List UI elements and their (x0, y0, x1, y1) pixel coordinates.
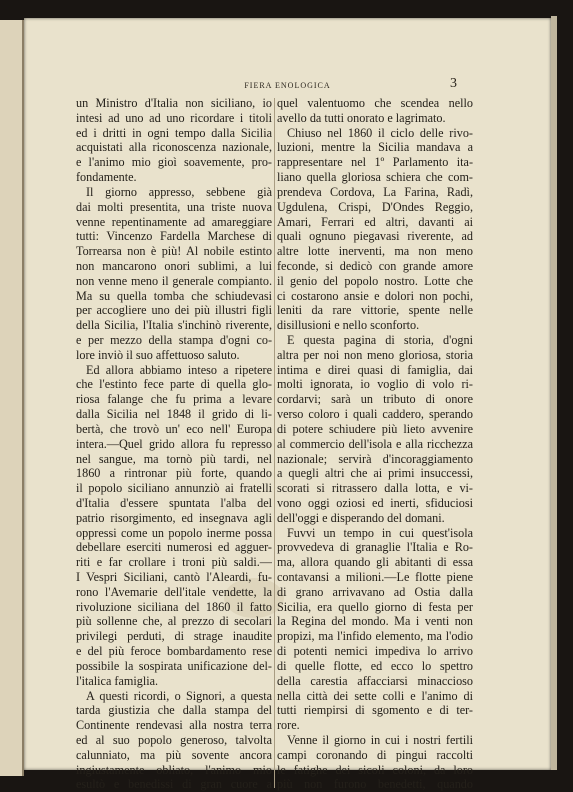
text-line: le fatighe dei sicoli coloni, da loro (277, 762, 473, 777)
text-line: non mancarono onori sublimi, a lui (76, 258, 272, 273)
text-line: privilegi perduti, di strage inaudite (76, 629, 272, 644)
text-line: al commercio dell'isola e alla ricchezza (277, 436, 473, 451)
text-line: a quegli altri che ai primi insuccessi, (277, 466, 473, 481)
text-line: dalla Sicilia nel 1848 il grido di li- (76, 407, 272, 422)
text-line: e del più feroce bombardamento rese (76, 644, 272, 659)
left-text-column (76, 96, 272, 792)
text-line: rivoluzione siciliana del 1860 il fatto (76, 599, 272, 614)
text-line: acquistati alla riconoscenza nazionale, (76, 140, 272, 155)
text-line: il popolo siciliano annunziò ai fratelli (76, 481, 272, 496)
text-line: rappresentare nel 1º Parlamento ita- (277, 155, 473, 170)
text-line: Sicilia, era quello giorno di festa per (277, 599, 473, 614)
column-divider (274, 98, 275, 788)
text-line: fondamente. (76, 170, 137, 185)
text-line: nella città dei sette colli e l'animo di (277, 688, 473, 703)
text-line: Ma su quella tomba che schiudevasi (76, 288, 272, 303)
text-line: disillusioni e nello sconforto. (277, 318, 420, 333)
text-line: di potenti nemici impediva lo arrivo (277, 644, 473, 659)
text-line: della Sicilia, l'Italia s'inchinò riverente, (76, 318, 272, 333)
text-line: venne repentinamente ad amareggiare (76, 214, 272, 229)
text-line: A questi ricordi, o Signori, a questa (86, 688, 272, 703)
text-line: I Vespri Siciliani, cantò l'Aleardi, fu- (76, 570, 272, 584)
text-line: rono l'Avemarie dell'itale vendette, la (76, 584, 272, 599)
text-line: il genio del popolo nostro. Lotte che (277, 273, 473, 288)
running-head (24, 78, 551, 94)
text-line: 1860 a rintronar più forte, quando (76, 466, 272, 481)
text-line: di quelle flotte, ed ecco lo spettro (277, 658, 473, 673)
text-line: della carestia affacciarsi minaccioso (277, 673, 473, 688)
text-line: più sollenne che, al prezzo di secolari (76, 614, 272, 629)
text-line: Venne il giorno in cui i nostri fertili (287, 732, 473, 747)
text-line: Ugdulena, Crispi, D'Ondes Reggio, (277, 199, 473, 214)
text-line: quali ognuno piegavasi riverente, ad (277, 229, 473, 244)
text-line: per accogliere uno dei più illustri figli (76, 303, 272, 318)
text-line: che l'estinto fece parte di quella glo- (76, 377, 272, 392)
text-line: Amari, Ferrari ed altri, davanti ai (277, 214, 473, 229)
text-line: ingiustamente obliato, l'animo mio (76, 762, 272, 777)
text-line: dell'oggi e disperando del domani. (277, 510, 445, 525)
text-line: l'italica famiglia. (76, 673, 159, 688)
text-line: di grano arrivavano ad Ostia dalla (277, 584, 473, 599)
running-head-title: FIERA ENOLOGICA (244, 81, 331, 90)
text-line: un Ministro d'Italia non siciliano, io (76, 96, 272, 110)
text-line: prendeva Cordova, La Farina, Radì, (277, 184, 473, 199)
text-line: molti ignorata, io voglio di volo ri- (277, 377, 473, 392)
text-line: oppressi come un popolo inerme possa (76, 525, 272, 540)
text-line: lore inviò il suo affettuoso saluto. (76, 347, 240, 362)
text-line: intima e direi quasi di famiglia, dai (277, 362, 473, 377)
text-line: riosa falange che fu prima a levare (76, 392, 272, 407)
text-line: e per mezzo della stampa d'ogni co- (76, 333, 272, 347)
page-edge-right (551, 16, 557, 770)
text-line: ed al suo popolo generoso, talvolta (76, 732, 272, 747)
text-line: tutti riempirsi di sgomento e di ter- (277, 703, 473, 718)
text-line: riti e far crollare i troni più saldi.— (76, 555, 272, 570)
text-line: Torrearsa non è più! Al nobile estinto (76, 244, 272, 259)
text-line: tarda giustizia che dalla stampa del (76, 703, 272, 718)
text-line: Chiuso nel 1860 il ciclo delle rivo- (287, 125, 473, 140)
text-line: e l'animo mio gioì soavemente, pro- (76, 155, 272, 170)
text-line: Il giorno appresso, sebbene già (86, 184, 272, 199)
text-line: possibile la sospirata unificazione del- (76, 658, 272, 673)
text-line: leniti da rare vittorie, spente nelle (277, 303, 473, 318)
text-line: luzioni, mentre la Sicilia mandava a (277, 140, 473, 155)
text-line: calunniato, ma più sovente ancora (76, 747, 272, 762)
text-line: intera.—Quel grido allora fu represso (76, 436, 272, 451)
text-line: patrio risorgimento, ed insegnava agli (76, 510, 272, 525)
text-line: Continente rendevasi alla nostra terra (76, 718, 272, 733)
text-line: esultò e benedissi di gran cuore a (76, 777, 272, 792)
text-line: tutti: Vincenzo Fardella Marchese di (76, 229, 272, 244)
text-line: ed i dritti in ogni tempo dalla Sicilia (76, 125, 272, 140)
text-line: intesi ad uno ad uno ricordare i titoli (76, 110, 272, 125)
text-line: avello da tutti onorato e lagrimato. (277, 110, 446, 125)
text-line: Ed allora abbiamo inteso a ripetere (86, 362, 272, 377)
text-line: altra per noi non meno gloriosa, storia (277, 347, 473, 362)
book-page (24, 18, 551, 792)
text-line: d'Italia d'essere spuntata l'alba del (76, 495, 272, 510)
text-line: debellare eserciti numerosi ed agguer- (76, 540, 272, 555)
text-line: provvedeva di granaglie l'Italia e Ro- (277, 540, 473, 555)
text-line: cordarvi; sarà un tributo di onore (277, 392, 473, 407)
text-line: nazionale; servirà d'incoraggiamento (277, 451, 473, 466)
text-line: più non furono benedetti, quando (277, 777, 473, 792)
facing-page-edge (0, 20, 24, 776)
right-text-column (277, 96, 473, 792)
text-line: ci costarono ansie e dolori non pochi, (277, 288, 473, 303)
text-line: E questa pagina di storia, d'ogni (287, 333, 473, 347)
text-line: nel sangue, ma tornò più tardi, nel (76, 451, 272, 466)
text-line: liano quella gloriosa schiera che com- (277, 170, 473, 185)
text-line: Fuvvi un tempo in cui quest'isola (287, 525, 473, 540)
text-line: altre lotte inerventi, ma non meno (277, 244, 473, 259)
text-line: la Regina del mondo. Ma i venti non (277, 614, 473, 629)
text-line: propizi, ma l'infido elemento, ma l'odio (277, 629, 473, 644)
text-line: ma, allora quando gli abitanti di essa (277, 555, 473, 570)
page-number: 3 (450, 76, 457, 91)
text-line: di potere schiudere più lieto avvenire (277, 421, 473, 436)
text-line: quel valentuomo che scendea nello (277, 96, 473, 110)
text-line: verso coloro i quali caddero, sperando (277, 407, 473, 422)
text-line: vono oggi oziosi ed inerti, sfiduciosi (277, 495, 473, 510)
text-line: non venne meno il generale compianto. (76, 273, 272, 288)
text-line: rore. (277, 718, 300, 733)
text-line: scorati si ritrassero dalla lotta, e vi- (277, 481, 473, 496)
text-line: campi coronando di pingui raccolti (277, 747, 473, 762)
text-line: bertà, che trovò un' eco nell' Europa (76, 421, 272, 436)
text-line: contavansi a milioni.—Le flotte piene (277, 570, 473, 584)
text-line: dai molti presentita, una triste nuova (76, 199, 272, 214)
text-line: feconde, si dedicò con grande amore (277, 258, 473, 273)
